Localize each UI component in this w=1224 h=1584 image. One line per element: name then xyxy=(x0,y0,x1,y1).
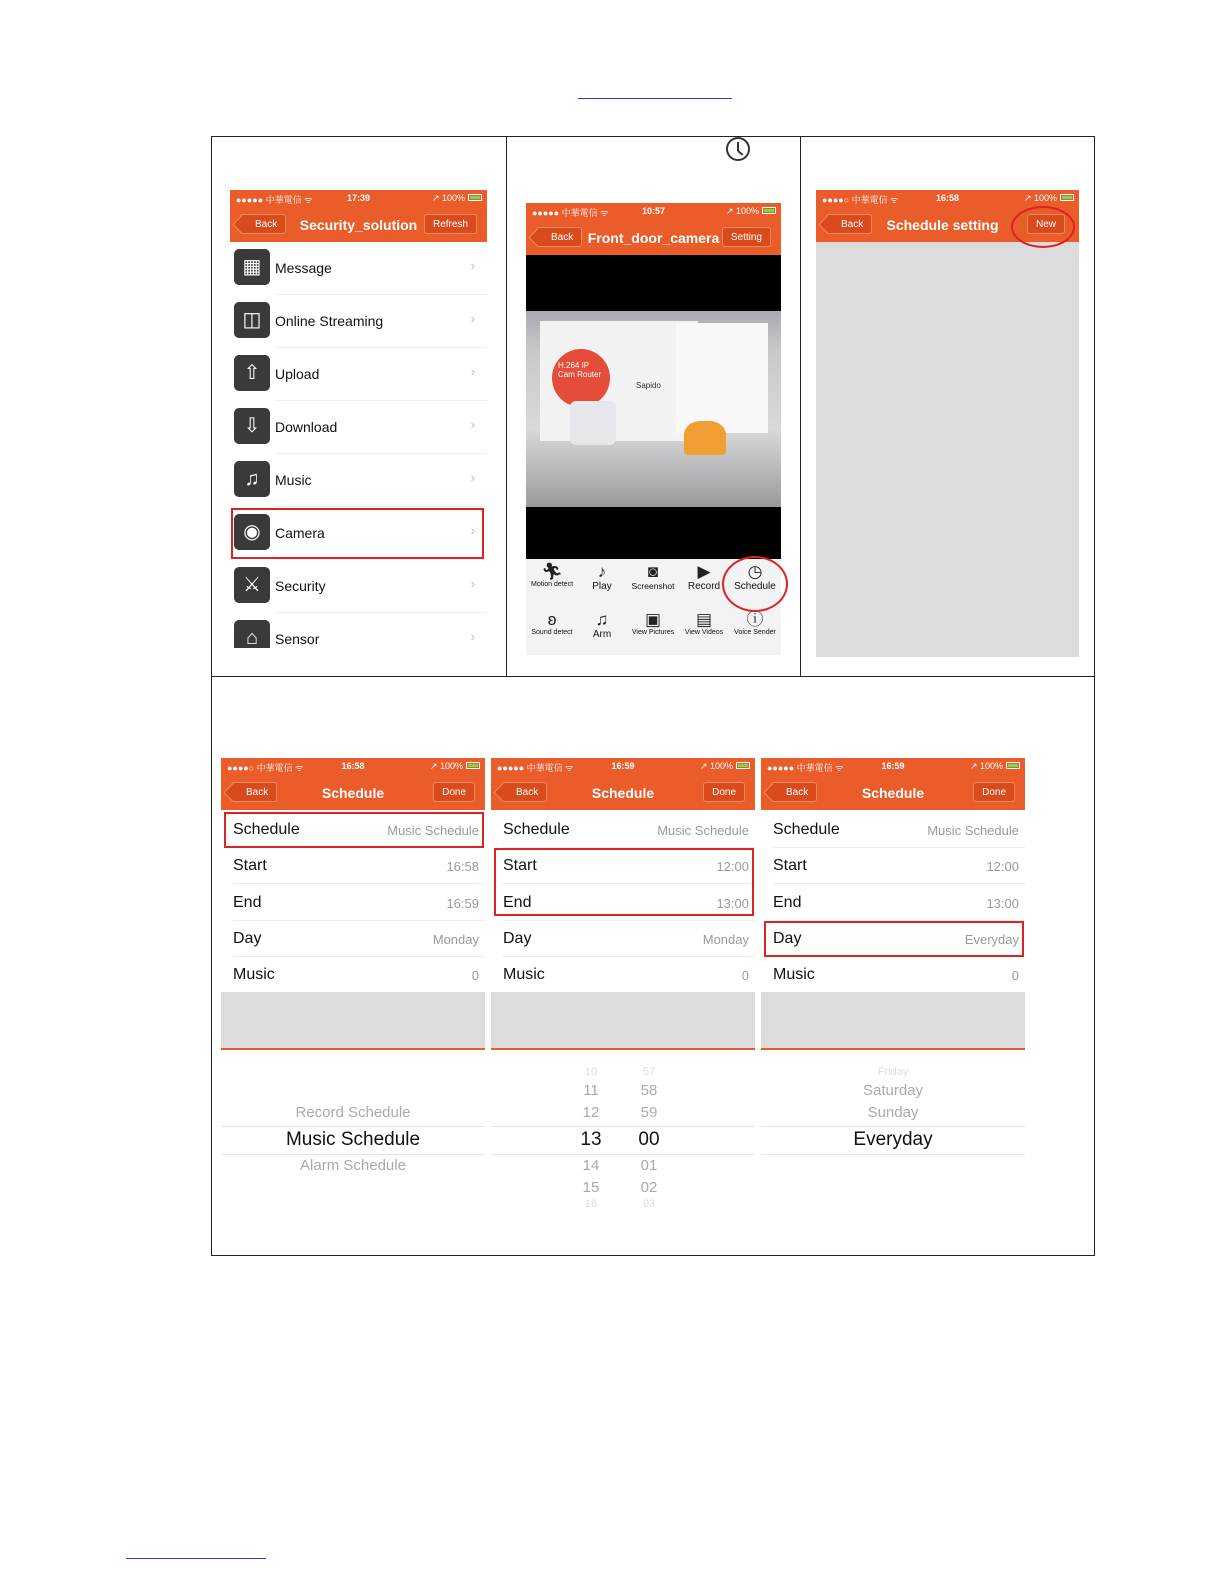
record-button[interactable]: ▶ Record xyxy=(679,559,729,592)
table-divider xyxy=(211,676,1095,677)
hour-option[interactable]: 10 xyxy=(584,1066,598,1078)
chevron-right-icon: › xyxy=(470,629,475,644)
back-button[interactable]: Back xyxy=(231,782,277,802)
menu-item-label: Camera xyxy=(275,525,325,541)
video-camera-icon: ▶ xyxy=(697,562,711,581)
new-highlight-circle xyxy=(1011,206,1075,248)
menu-item-message[interactable] xyxy=(230,242,487,295)
setting-button[interactable]: Setting xyxy=(722,227,771,247)
battery-level: ↗ 100% xyxy=(429,761,463,771)
minute-option[interactable]: 02 xyxy=(640,1179,658,1196)
nav-title: Schedule xyxy=(321,785,385,801)
screenshot-schedule-setting xyxy=(816,190,1079,657)
carrier-signal: ●●●●● 中華電信 ᯤ xyxy=(767,763,844,773)
row-day[interactable]: Day Everyday xyxy=(761,921,1025,957)
time-picker[interactable] xyxy=(491,1050,755,1220)
chevron-right-icon: › xyxy=(470,417,475,432)
screenshot-button[interactable]: ◙ Screenshot xyxy=(628,559,678,591)
picker-option-selected[interactable]: Everyday xyxy=(853,1129,933,1150)
minute-option[interactable]: 01 xyxy=(640,1157,658,1174)
status-bar xyxy=(491,758,755,776)
picker-option[interactable]: Sunday xyxy=(867,1104,919,1121)
status-time: 16:58 xyxy=(935,193,960,203)
refresh-button[interactable]: Refresh xyxy=(424,214,477,234)
hour-option[interactable]: 14 xyxy=(582,1157,600,1174)
row-day[interactable]: Day Monday xyxy=(491,921,755,957)
streaming-icon: ◫ xyxy=(234,302,270,338)
battery-level: ↗ 100% xyxy=(969,761,1003,771)
minute-option-selected[interactable]: 00 xyxy=(638,1129,660,1150)
day-row-highlight xyxy=(764,921,1024,957)
minute-option[interactable]: 03 xyxy=(642,1198,656,1210)
hour-option[interactable]: 16 xyxy=(584,1198,598,1210)
hour-option[interactable]: 11 xyxy=(583,1082,599,1099)
status-bar xyxy=(221,758,485,776)
row-music[interactable]: Music 0 xyxy=(233,966,479,983)
chevron-right-icon: › xyxy=(470,576,475,591)
menu-item-label: Upload xyxy=(275,366,320,382)
picture-icon: ▣ xyxy=(644,610,662,629)
play-button[interactable]: ♪ Play xyxy=(577,559,627,592)
sound-detect-button[interactable]: ʚ Sound detect xyxy=(527,607,577,636)
voice-sender-button[interactable]: ⓘ Voice Sender xyxy=(730,607,780,636)
music-note-icon: ♪ xyxy=(597,562,607,581)
menu-item-download[interactable] xyxy=(230,401,487,454)
menu-item-label: Sensor xyxy=(275,631,320,647)
table-divider xyxy=(800,136,801,677)
film-icon: ▤ xyxy=(695,610,713,629)
back-button[interactable]: Back xyxy=(240,214,286,234)
back-button[interactable]: Back xyxy=(826,214,872,234)
carrier-signal: ●●●●● 中華電信 ᯤ xyxy=(236,195,313,205)
row-schedule[interactable]: Schedule Music Schedule xyxy=(221,812,485,848)
camera-highlight-box xyxy=(231,508,484,559)
schedule-highlight-circle xyxy=(722,556,788,612)
nav-bar xyxy=(221,758,485,810)
row-music[interactable]: Music 0 xyxy=(503,966,749,983)
battery-icon xyxy=(468,194,482,201)
battery-icon xyxy=(1060,194,1074,201)
menu-item-upload[interactable] xyxy=(230,348,487,401)
carrier-signal: ●●●●● 中華電信 ᯤ xyxy=(497,763,574,773)
battery-icon xyxy=(1006,762,1020,769)
status-bar xyxy=(230,190,487,208)
video-box-text: H.264 IP Cam Router xyxy=(558,361,602,379)
row-start[interactable]: Start 16:58 xyxy=(221,848,485,884)
back-button[interactable]: Back xyxy=(771,782,817,802)
menu-item-label: Online Streaming xyxy=(275,313,384,329)
row-music[interactable]: Music 0 xyxy=(773,966,1019,983)
chevron-right-icon: › xyxy=(470,311,475,326)
picker-option[interactable]: Saturday xyxy=(862,1082,924,1099)
status-time: 16:59 xyxy=(611,761,635,771)
battery-icon xyxy=(762,207,776,214)
carrier-signal: ●●●●○ 中華電信 ᯤ xyxy=(822,195,899,205)
status-time: 10:57 xyxy=(641,206,666,216)
new-button[interactable]: New xyxy=(1027,214,1065,234)
arm-button[interactable]: ♫ Arm xyxy=(577,607,627,640)
day-picker[interactable] xyxy=(761,1050,1025,1220)
grid-icon: ▦ xyxy=(234,249,270,285)
header-link-underline[interactable] xyxy=(578,98,732,99)
eye-icon: ◉ xyxy=(234,514,270,550)
schedule-type-picker[interactable] xyxy=(221,1050,485,1220)
nav-title: Schedule xyxy=(591,785,655,801)
minute-option[interactable]: 59 xyxy=(640,1104,658,1121)
hour-option[interactable]: 12 xyxy=(582,1104,600,1121)
start-end-highlight xyxy=(494,848,754,916)
screenshot-schedule-time xyxy=(491,758,755,1220)
video-letterbox xyxy=(526,255,781,311)
carrier-signal: ●●●●○ 中華電信 ᯤ xyxy=(227,763,304,773)
view-pictures-button[interactable]: ▣ View Pictures xyxy=(628,607,678,636)
row-schedule[interactable]: Schedule Music Schedule xyxy=(761,812,1025,848)
done-button[interactable]: Done xyxy=(433,782,475,802)
row-start[interactable]: Start 12:00 xyxy=(761,848,1025,884)
view-videos-button[interactable]: ▤ View Videos xyxy=(679,607,729,636)
minute-option[interactable]: 58 xyxy=(640,1082,658,1099)
status-time: 16:58 xyxy=(341,761,365,771)
row-day[interactable]: Day Monday xyxy=(221,921,485,957)
picker-option[interactable]: Friday xyxy=(877,1066,909,1078)
footer-link-underline[interactable] xyxy=(126,1558,266,1559)
hour-option[interactable]: 15 xyxy=(582,1179,600,1196)
minute-option[interactable]: 57 xyxy=(642,1066,656,1078)
carrier-signal: ●●●●● 中華電信 ᯤ xyxy=(532,208,609,218)
back-button[interactable]: Back xyxy=(501,782,547,802)
video-brand-text: Sapido xyxy=(636,381,661,390)
nav-bar xyxy=(761,758,1025,810)
back-button[interactable]: Back xyxy=(536,227,582,247)
alarm-icon: ♫ xyxy=(595,610,609,629)
battery-icon xyxy=(466,762,480,769)
schedule-button[interactable]: ◷ Schedule xyxy=(730,559,780,592)
menu-item-online-streaming[interactable] xyxy=(230,295,487,348)
ear-icon: ʚ xyxy=(547,610,557,629)
schedule-list-empty xyxy=(816,242,1079,657)
status-time: 17:39 xyxy=(346,193,371,203)
nav-title: Schedule setting xyxy=(886,217,999,233)
done-button[interactable]: Done xyxy=(973,782,1015,802)
upload-icon: ⇧ xyxy=(234,355,270,391)
menu-item-music[interactable] xyxy=(230,454,487,507)
schedule-clock-icon xyxy=(726,137,750,161)
row-schedule[interactable]: Schedule Music Schedule xyxy=(491,812,755,848)
battery-level: ↗ 100% xyxy=(725,206,759,216)
battery-icon xyxy=(736,762,750,769)
security-icon: ⚔ xyxy=(234,567,270,603)
row-end[interactable]: End 13:00 xyxy=(491,885,755,921)
menu-item-label: Message xyxy=(275,260,332,276)
nav-title: Schedule xyxy=(861,785,925,801)
row-end[interactable]: End 13:00 xyxy=(761,885,1025,921)
battery-level: ↗ 100% xyxy=(431,193,465,203)
menu-item-label: Download xyxy=(275,419,338,435)
table-divider xyxy=(506,136,507,677)
nav-bar xyxy=(526,203,781,255)
status-bar xyxy=(761,758,1025,776)
picker-option-selected[interactable]: Music Schedule xyxy=(285,1129,421,1150)
sensor-icon: ⌂ xyxy=(234,620,270,648)
video-letterbox xyxy=(526,507,781,559)
chevron-right-icon: › xyxy=(470,470,475,485)
screenshot-security-solution xyxy=(230,190,487,648)
row-start[interactable]: Start 12:00 xyxy=(491,848,755,884)
battery-level: ↗ 100% xyxy=(1023,193,1057,203)
status-bar xyxy=(526,203,781,221)
microphone-icon: ⓘ xyxy=(746,610,764,629)
music-icon: ♫ xyxy=(234,461,270,497)
nav-title: Front_door_camera xyxy=(587,230,720,246)
menu-item-label: Music xyxy=(275,472,312,488)
status-time: 16:59 xyxy=(881,761,905,771)
hour-option-selected[interactable]: 13 xyxy=(580,1129,602,1150)
schedule-row-highlight xyxy=(224,812,484,848)
camera-video-feed[interactable] xyxy=(526,311,781,507)
clock-icon: ◷ xyxy=(747,562,763,581)
row-end[interactable]: End 16:59 xyxy=(221,885,485,921)
camera-icon: ◙ xyxy=(647,562,659,581)
toolbar-row-2 xyxy=(526,607,781,655)
picker-option[interactable]: Record Schedule xyxy=(295,1104,411,1121)
download-icon: ⇩ xyxy=(234,408,270,444)
nav-bar xyxy=(230,190,487,242)
chevron-right-icon: › xyxy=(470,258,475,273)
motion-detect-button[interactable]: 🏃︎ Motion detect xyxy=(527,559,577,588)
chevron-right-icon: › xyxy=(470,364,475,379)
screenshot-schedule-day xyxy=(761,758,1025,1220)
menu-item-security[interactable] xyxy=(230,560,487,613)
done-button[interactable]: Done xyxy=(703,782,745,802)
running-man-icon: 🏃︎ xyxy=(541,562,563,581)
menu-item-label: Security xyxy=(275,578,326,594)
menu-item-sensor[interactable] xyxy=(230,613,487,648)
picker-option[interactable]: Alarm Schedule xyxy=(300,1157,406,1174)
battery-level: ↗ 100% xyxy=(699,761,733,771)
nav-bar xyxy=(491,758,755,810)
chevron-right-icon: › xyxy=(470,523,475,538)
nav-title: Security_solution xyxy=(299,217,418,233)
